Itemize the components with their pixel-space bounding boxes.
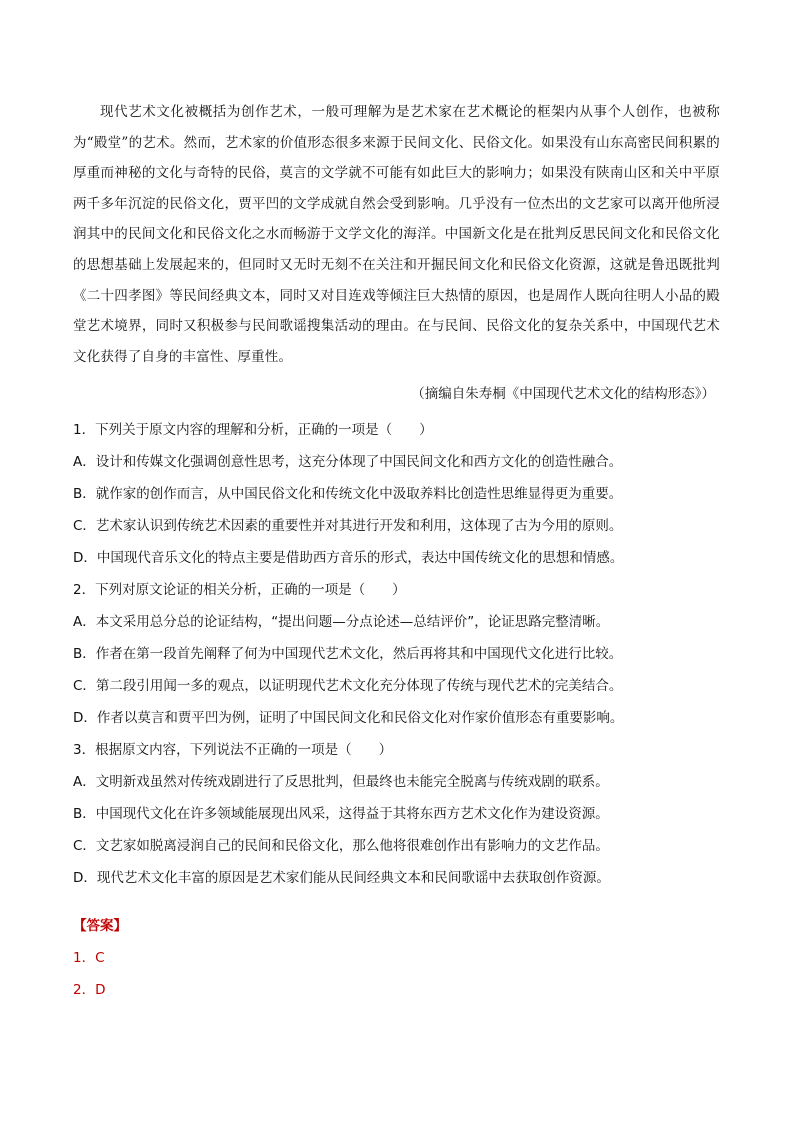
answer-heading: 【答案】: [73, 918, 127, 934]
option-d: D．作者以莫言和贾平凹为例，证明了中国民间文化和民俗文化对作家价值形态有重要影响。: [73, 710, 624, 726]
answer-item-2: 2．D: [73, 982, 106, 998]
question-stem: 3．根据原文内容，下列说法不正确的一项是（ ）: [73, 742, 393, 758]
option-d: D．中国现代音乐文化的特点主要是借助西方音乐的形式，表达中国传统文化的思想和情感。: [73, 550, 624, 566]
option-c: C．艺术家认识到传统艺术因素的重要性并对其进行开发和利用，这体现了古为今用的原则。: [73, 518, 623, 534]
question-2: [73, 578, 733, 738]
passage-source: （摘编自朱寿桐《中国现代艺术文化的结构形态》）: [411, 386, 715, 402]
passage-paragraph: 现代艺术文化被概括为创作艺术，一般可理解为是艺术家在艺术概论的框架内从事个人创作，也被称为“殿堂”的艺术。然而，艺术家的价值形态很多来源于民间文化、民俗文化。如果没有山东高密民间积累的厚重而神秘的文化与奇特的民俗，莫言的文学就不可能有如此巨大的影响力；如果没有陕南山区和关中平原两千多年沉淀的民俗文化，贾平凹的文学成就自然会受到影响。几乎没有一位杰出的文艺家可以离开他所浸润其中的民间文化和民俗文化之水而畅游于文学文化的海洋。中国新文化是在批判反思民间文化和民俗文化的思想基础上发展起来的，但同时又无时无刻不在关注和开掘民间文化和民俗文化资源，这就是鲁迅既批判《二十四孝图》等民间经典文本，同时又对目连戏等倾注巨大热情的原因，也是周作人既向往明人小品的殿堂艺术境界，同时又积极参与民间歌谣搜集活动的理由。在与民间、民俗文化的复杂关系中，中国现代艺术文化获得了自身的丰富性、厚重性。: [73, 104, 720, 365]
answer-item-1: 1．C: [73, 950, 105, 966]
option-a: A．文明新戏虽然对传统戏剧进行了反思批判，但最终也未能完全脱离与传统戏剧的联系。: [73, 774, 609, 790]
question-1: [73, 418, 733, 578]
option-a: A．设计和传媒文化强调创意性思考，这充分体现了中国民间文化和西方文化的创造性融合。: [73, 454, 623, 470]
question-list: [73, 418, 733, 898]
option-d: D．现代艺术文化丰富的原因是艺术家们能从民间经典文本和民间歌谣中去获取创作资源。: [73, 870, 610, 886]
question-3: [73, 738, 733, 898]
option-b: B．就作家的创作而言，从中国民俗文化和传统文化中汲取养料比创造性思维显得更为重要。: [73, 486, 623, 502]
answer-section: [73, 914, 127, 1010]
option-a: A．本文采用总分总的论证结构，“提出问题—分点论述—总结评价”，论证思路完整清晰。: [73, 614, 610, 630]
option-b: B．中国现代文化在许多领域能展现出风采，这得益于其将东西方艺术文化作为建设资源。: [73, 806, 609, 822]
question-stem: 2．下列对原文论证的相关分析，正确的一项是（ ）: [73, 582, 406, 598]
option-c: C．第二段引用闻一多的观点，以证明现代艺术文化充分体现了传统与现代艺术的完美结合。: [73, 678, 623, 694]
question-stem: 1．下列关于原文内容的理解和分析，正确的一项是（ ）: [73, 422, 433, 438]
option-c: C．文艺家如脱离浸润自己的民间和民俗文化，那么他将很难创作出有影响力的文艺作品。: [73, 838, 609, 854]
option-b: B．作者在第一段首先阐释了何为中国现代艺术文化，然后再将其和中国现代文化进行比较。: [73, 646, 623, 662]
